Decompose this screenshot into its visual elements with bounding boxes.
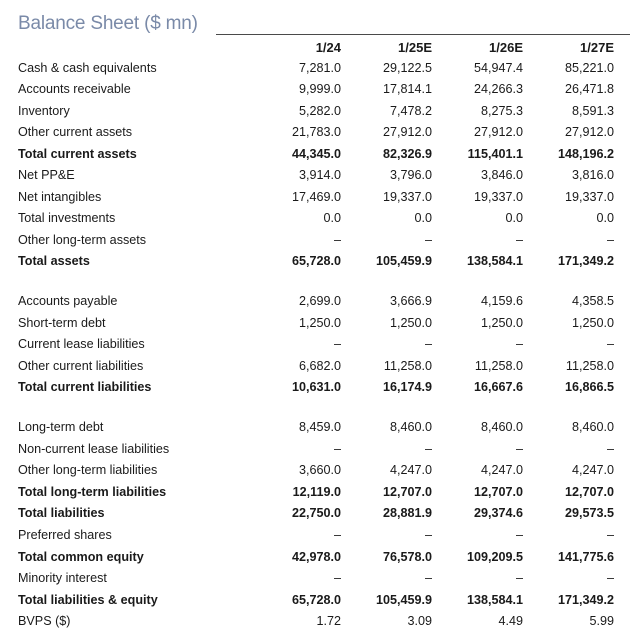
cell-value: 4,247.0 xyxy=(389,463,432,477)
row-label: Net PP&E xyxy=(18,168,75,182)
cell-value: 4,247.0 xyxy=(571,463,614,477)
row-label: Cash & cash equivalents xyxy=(18,61,157,75)
cell-value: 82,326.9 xyxy=(382,147,432,161)
cell-value: 6,682.0 xyxy=(298,359,341,373)
cell-value: 54,947.4 xyxy=(473,61,523,75)
cell-value: 5,282.0 xyxy=(298,104,341,118)
cell-value: 5.99 xyxy=(589,614,614,628)
cell-value: – xyxy=(515,233,523,247)
table-row xyxy=(0,252,635,273)
cell-value: 4,247.0 xyxy=(480,463,523,477)
row-label: Total liabilities & equity xyxy=(18,593,158,607)
cell-value: 12,707.0 xyxy=(473,485,523,499)
cell-value: 29,374.6 xyxy=(473,506,523,520)
cell-value: 27,912.0 xyxy=(382,125,432,139)
row-label: Accounts payable xyxy=(18,294,118,308)
cell-value: – xyxy=(515,571,523,585)
cell-value: 11,258.0 xyxy=(383,359,432,373)
cell-value: 4,358.5 xyxy=(571,294,614,308)
cell-value: 0.0 xyxy=(505,211,523,225)
cell-value: 8,591.3 xyxy=(571,104,614,118)
row-label: Total investments xyxy=(18,211,116,225)
row-label: Short-term debt xyxy=(18,316,106,330)
cell-value: 16,866.5 xyxy=(564,380,614,394)
cell-value: 1,250.0 xyxy=(571,316,614,330)
cell-value: 9,999.0 xyxy=(298,82,341,96)
table-row xyxy=(0,418,635,439)
cell-value: – xyxy=(424,528,432,542)
cell-value: 12,707.0 xyxy=(382,485,432,499)
cell-value: 115,401.1 xyxy=(467,147,523,161)
table-row xyxy=(0,80,635,101)
row-label: Total liabilities xyxy=(18,506,105,520)
column-header: 1/25E xyxy=(398,40,432,55)
cell-value: 8,275.3 xyxy=(480,104,523,118)
cell-value: 27,912.0 xyxy=(473,125,523,139)
table-row xyxy=(0,335,635,356)
cell-value: 44,345.0 xyxy=(291,147,341,161)
cell-value: 171,349.2 xyxy=(557,593,614,607)
cell-value: 7,281.0 xyxy=(298,61,341,75)
cell-value: 3,666.9 xyxy=(389,294,432,308)
row-label: Accounts receivable xyxy=(18,82,131,96)
row-label: Total common equity xyxy=(18,550,144,564)
cell-value: 12,119.0 xyxy=(292,485,341,499)
row-label: Total assets xyxy=(18,254,90,268)
cell-value: 0.0 xyxy=(414,211,432,225)
row-label: Other long-term liabilities xyxy=(18,463,158,477)
cell-value: 17,469.0 xyxy=(291,190,341,204)
row-label: Other long-term assets xyxy=(18,233,147,247)
title-rule xyxy=(216,34,630,35)
cell-value: 1,250.0 xyxy=(389,316,432,330)
table-row xyxy=(0,612,635,633)
cell-value: 8,460.0 xyxy=(571,420,614,434)
row-label: Non-current lease liabilities xyxy=(18,442,170,456)
table-row xyxy=(0,591,635,612)
cell-value: 65,728.0 xyxy=(291,254,341,268)
cell-value: 4.49 xyxy=(498,614,523,628)
cell-value: 105,459.9 xyxy=(375,254,432,268)
table-row xyxy=(0,483,635,504)
table-row xyxy=(0,357,635,378)
cell-value: 1,250.0 xyxy=(298,316,341,330)
cell-value: 10,631.0 xyxy=(291,380,341,394)
cell-value: 29,573.5 xyxy=(564,506,614,520)
cell-value: 141,775.6 xyxy=(557,550,614,564)
row-label: Total current assets xyxy=(18,147,137,161)
cell-value: 42,978.0 xyxy=(291,550,341,564)
cell-value: 12,707.0 xyxy=(564,485,614,499)
row-label: Current lease liabilities xyxy=(18,337,145,351)
cell-value: 11,258.0 xyxy=(474,359,523,373)
table-row xyxy=(0,504,635,525)
cell-value: 1,250.0 xyxy=(480,316,523,330)
cell-value: 22,750.0 xyxy=(291,506,341,520)
cell-value: 0.0 xyxy=(323,211,341,225)
cell-value: 3,914.0 xyxy=(298,168,341,182)
cell-value: – xyxy=(515,442,523,456)
cell-value: – xyxy=(606,337,614,351)
cell-value: 26,471.8 xyxy=(564,82,614,96)
cell-value: – xyxy=(333,571,341,585)
cell-value: – xyxy=(606,528,614,542)
cell-value: 24,266.3 xyxy=(473,82,523,96)
table-row xyxy=(0,166,635,187)
cell-value: 29,122.5 xyxy=(382,61,432,75)
cell-value: 11,258.0 xyxy=(565,359,614,373)
cell-value: 2,699.0 xyxy=(298,294,341,308)
cell-value: 3,796.0 xyxy=(389,168,432,182)
row-label: BVPS ($) xyxy=(18,614,71,628)
cell-value: – xyxy=(333,337,341,351)
cell-value: 109,209.5 xyxy=(466,550,523,564)
cell-value: 16,667.6 xyxy=(473,380,523,394)
cell-value: – xyxy=(424,571,432,585)
cell-value: 8,460.0 xyxy=(389,420,432,434)
table-row xyxy=(0,59,635,80)
table-row xyxy=(0,231,635,252)
cell-value: 27,912.0 xyxy=(564,125,614,139)
column-header: 1/24 xyxy=(315,40,341,55)
table-row xyxy=(0,378,635,399)
cell-value: 19,337.0 xyxy=(382,190,432,204)
table-row xyxy=(0,461,635,482)
cell-value: 3.09 xyxy=(407,614,432,628)
table-row xyxy=(0,123,635,144)
table-row xyxy=(0,440,635,461)
cell-value: 1.72 xyxy=(316,614,341,628)
row-label: Total current liabilities xyxy=(18,380,152,394)
cell-value: – xyxy=(606,442,614,456)
cell-value: 138,584.1 xyxy=(466,254,523,268)
page-title: Balance Sheet ($ mn) xyxy=(18,13,198,34)
cell-value: 16,174.9 xyxy=(382,380,432,394)
row-label: Net intangibles xyxy=(18,190,102,204)
row-label: Minority interest xyxy=(18,571,107,585)
table-row xyxy=(0,292,635,313)
cell-value: 65,728.0 xyxy=(291,593,341,607)
cell-value: 3,660.0 xyxy=(298,463,341,477)
cell-value: – xyxy=(606,571,614,585)
table-row xyxy=(0,145,635,166)
cell-value: 105,459.9 xyxy=(375,593,432,607)
table-row xyxy=(0,102,635,123)
row-label: Total long-term liabilities xyxy=(18,485,167,499)
cell-value: 3,816.0 xyxy=(571,168,614,182)
cell-value: 8,459.0 xyxy=(298,420,341,434)
cell-value: 7,478.2 xyxy=(389,104,432,118)
cell-value: 19,337.0 xyxy=(564,190,614,204)
row-label: Long-term debt xyxy=(18,420,104,434)
cell-value: 4,159.6 xyxy=(480,294,523,308)
cell-value: – xyxy=(424,233,432,247)
cell-value: 17,814.1 xyxy=(382,82,432,96)
cell-value: 8,460.0 xyxy=(480,420,523,434)
cell-value: – xyxy=(515,337,523,351)
table-row xyxy=(0,188,635,209)
column-header: 1/27E xyxy=(580,40,614,55)
row-label: Other current assets xyxy=(18,125,133,139)
cell-value: 148,196.2 xyxy=(557,147,614,161)
table-row xyxy=(0,314,635,335)
cell-value: 28,881.9 xyxy=(382,506,432,520)
row-label: Inventory xyxy=(18,104,70,118)
cell-value: 138,584.1 xyxy=(466,593,523,607)
table-row xyxy=(0,569,635,590)
cell-value: – xyxy=(515,528,523,542)
cell-value: 19,337.0 xyxy=(473,190,523,204)
cell-value: 85,221.0 xyxy=(564,61,614,75)
table-row xyxy=(0,209,635,230)
cell-value: – xyxy=(424,442,432,456)
row-label: Other current liabilities xyxy=(18,359,144,373)
cell-value: – xyxy=(333,442,341,456)
cell-value: – xyxy=(606,233,614,247)
table-row xyxy=(0,548,635,569)
cell-value: 76,578.0 xyxy=(382,550,432,564)
row-label: Preferred shares xyxy=(18,528,112,542)
cell-value: 21,783.0 xyxy=(291,125,341,139)
cell-value: 171,349.2 xyxy=(557,254,614,268)
column-header: 1/26E xyxy=(489,40,523,55)
table-row xyxy=(0,526,635,547)
cell-value: 3,846.0 xyxy=(480,168,523,182)
cell-value: – xyxy=(424,337,432,351)
cell-value: – xyxy=(333,233,341,247)
cell-value: 0.0 xyxy=(596,211,614,225)
cell-value: – xyxy=(333,528,341,542)
